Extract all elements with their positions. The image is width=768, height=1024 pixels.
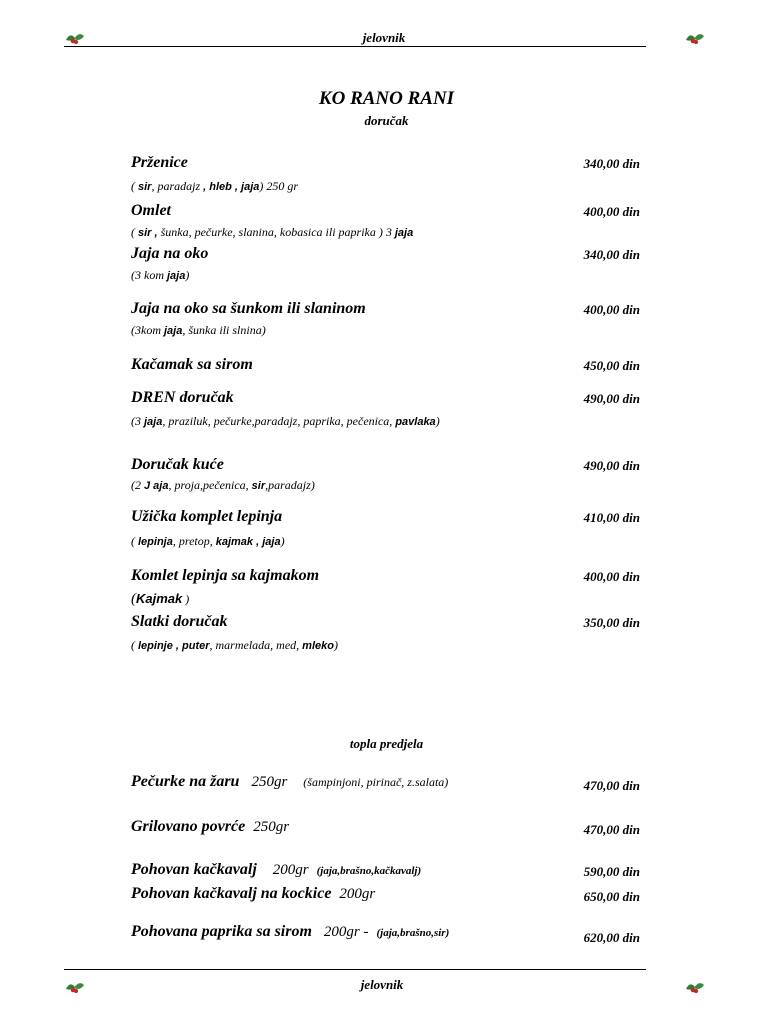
menu-item-price: 340,00 din (583, 156, 640, 171)
menu-item-price: 620,00 din (583, 930, 640, 945)
page-subtitle: doručak (364, 113, 409, 128)
menu-item-price: 410,00 din (583, 510, 640, 525)
menu-item-desc: (3 kom jaja) (131, 268, 190, 282)
menu-item-desc: ( lepinja, pretop, kajmak , jaja) (131, 534, 285, 548)
menu-item-desc: (3kom jaja, šunka ili slnina) (131, 323, 266, 337)
menu-item-desc: ( sir, paradajz , hleb , jaja) 250 gr (131, 179, 299, 193)
header-title: jelovnik (362, 30, 406, 45)
menu-item-name: Pohovana paprika sa sirom 200gr - (jaja,brašno,sir) (131, 923, 450, 940)
menu-item-name: Prženice (131, 154, 188, 171)
menu-item-price: 650,00 din (583, 889, 640, 904)
menu-item-price: 470,00 din (583, 822, 640, 837)
menu-item-name: Užička komplet lepinja (131, 508, 283, 525)
menu-item-name: Pohovan kačkavalj na kockice 200gr (131, 885, 376, 902)
menu-item-name: Slatki doručak (131, 613, 228, 630)
header-divider (64, 46, 646, 47)
menu-item-name: Jaja na oko (131, 245, 209, 262)
menu-item-price: 470,00 din (583, 778, 640, 793)
page-title: KO RANO RANI (318, 88, 455, 109)
menu-item-price: 400,00 din (583, 302, 640, 317)
menu-item-name: Omlet (131, 202, 171, 219)
menu-item-price: 400,00 din (583, 569, 640, 584)
menu-item-name: DREN doručak (131, 389, 234, 406)
footer-divider (64, 969, 646, 970)
menu-item-name: Grilovano povrće 250gr (131, 818, 290, 835)
menu-item-price: 350,00 din (583, 615, 640, 630)
footer-title: jelovnik (360, 977, 404, 992)
menu-item-price: 590,00 din (583, 864, 640, 879)
menu-item-price: 450,00 din (583, 358, 640, 373)
section-title-warm-starters: topla predjela (349, 736, 424, 751)
menu-item-desc: (2 J aja, proja,pečenica, sir,paradajz) (131, 478, 315, 492)
menu-item-desc: (Kajmak ) (131, 591, 190, 607)
menu-item-name: Pohovan kačkavalj 200gr (jaja,brašno,kačkavalj) (131, 861, 422, 878)
menu-item-desc: ( lepinje , puter, marmelada, med, mleko) (131, 638, 338, 652)
menu-item-desc: (3 jaja, praziluk, pečurke,paradajz, paprika, pečenica, pavlaka) (131, 414, 440, 428)
menu-item-price: 490,00 din (583, 458, 640, 473)
menu-item-price: 400,00 din (583, 204, 640, 219)
menu-item-name: Doručak kuće (131, 456, 224, 473)
menu-item-name: Pečurke na žaru 250gr (šampinjoni, pirinač, z.salata) (131, 773, 449, 790)
menu-item-price: 340,00 din (583, 247, 640, 262)
menu-item-name: Jaja na oko sa šunkom ili slaninom (131, 300, 366, 317)
menu-item-name: Kačamak sa sirom (131, 356, 253, 373)
menu-item-price: 490,00 din (583, 391, 640, 406)
menu-item-name: Komlet lepinja sa kajmakom (131, 567, 320, 584)
menu-item-desc: ( sir , šunka, pečurke, slanina, kobasica ili paprika ) 3 jaja (131, 225, 414, 239)
